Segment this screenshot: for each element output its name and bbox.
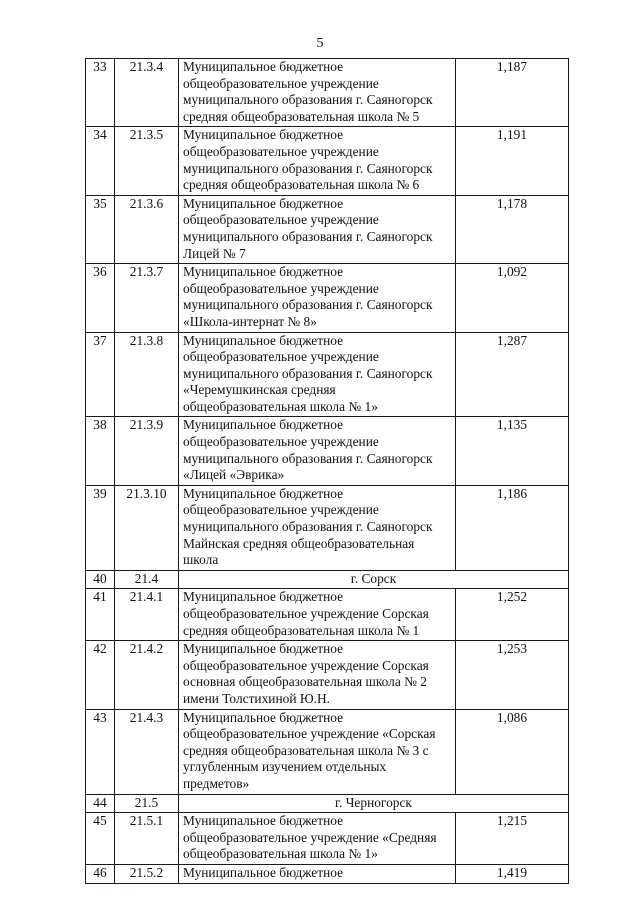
coefficient-value: 1,215	[456, 813, 569, 865]
institution-name-line: Лицей № 7	[183, 245, 246, 261]
institution-name-line: «Лицей «Эврика»	[183, 467, 285, 483]
coefficient-value: 1,191	[456, 127, 569, 195]
institution-name-line: «Школа-интернат № 8»	[183, 313, 317, 329]
institution-name-line: Майнская средняя общеобразовательная	[183, 535, 415, 551]
institution-name	[179, 864, 456, 883]
row-number: 34	[86, 127, 115, 195]
row-number: 33	[86, 59, 115, 127]
row-number: 41	[86, 589, 115, 641]
row-code: 21.3.7	[115, 264, 179, 332]
scan-artifact: · · · ·	[98, 887, 139, 893]
institution-name	[179, 264, 456, 332]
institution-name	[179, 59, 456, 127]
row-code: 21.4	[115, 570, 179, 589]
coefficient-value: 1,178	[456, 195, 569, 263]
institution-name-line: муниципального образования г. Саяногорск	[183, 297, 433, 313]
institution-name-line: общеобразовательное учреждение	[183, 349, 379, 365]
institution-name	[179, 709, 456, 794]
table-row	[86, 589, 569, 641]
row-number: 37	[86, 332, 115, 417]
institution-name-line: Муниципальное бюджетное	[183, 813, 344, 829]
row-code: 21.3.10	[115, 485, 179, 570]
coefficient-value: 1,135	[456, 417, 569, 485]
city-name: г. Сорск	[179, 570, 569, 589]
institution-name-line: Муниципальное бюджетное	[183, 864, 344, 880]
institution-name-line: предметов»	[183, 775, 250, 791]
institution-name	[179, 813, 456, 865]
institution-name-line: муниципального образования г. Саяногорск	[183, 160, 433, 176]
institution-name-line: общеобразовательная школа № 1»	[183, 846, 378, 862]
row-code: 21.4.1	[115, 589, 179, 641]
institution-name-line: средняя общеобразовательная школа № 5	[183, 108, 420, 124]
row-code: 21.3.8	[115, 332, 179, 417]
row-number: 40	[86, 570, 115, 589]
row-number: 43	[86, 709, 115, 794]
institution-name-line: основная общеобразовательная школа № 2	[183, 674, 427, 690]
table-row	[86, 485, 569, 570]
institution-name-line: общеобразовательное учреждение «Средняя	[183, 829, 437, 845]
coefficient-value: 1,186	[456, 485, 569, 570]
row-code: 21.3.5	[115, 127, 179, 195]
table-row	[86, 641, 569, 709]
table-row	[86, 59, 569, 127]
institution-name-line: средняя общеобразовательная школа № 3 с	[183, 742, 429, 758]
institution-name	[179, 332, 456, 417]
row-number: 35	[86, 195, 115, 263]
institution-name-line: имени Толстихиной Ю.Н.	[183, 690, 330, 706]
institution-name-line: общеобразовательное учреждение	[183, 502, 379, 518]
coefficient-value: 1,287	[456, 332, 569, 417]
table-row	[86, 332, 569, 417]
coefficient-value: 1,086	[456, 709, 569, 794]
institution-name-line: муниципального образования г. Саяногорск	[183, 365, 433, 381]
institution-name-line: общеобразовательное учреждение Сорская	[183, 657, 429, 673]
row-code: 21.5.1	[115, 813, 179, 865]
coefficient-value: 1,187	[456, 59, 569, 127]
institution-name	[179, 417, 456, 485]
coefficient-value: 1,092	[456, 264, 569, 332]
institution-name-line: школа	[183, 552, 219, 568]
institution-name-line: Муниципальное бюджетное	[183, 332, 344, 348]
institution-name-line: средняя общеобразовательная школа № 1	[183, 622, 420, 638]
table-body	[86, 59, 569, 884]
row-code: 21.5.2	[115, 864, 179, 883]
row-code: 21.3.6	[115, 195, 179, 263]
institution-name-line: Муниципальное бюджетное	[183, 641, 344, 657]
row-code: 21.4.2	[115, 641, 179, 709]
institution-name-line: муниципального образования г. Саяногорск	[183, 519, 433, 535]
page-number: 5	[316, 36, 324, 51]
table-row	[86, 813, 569, 865]
institution-name-line: общеобразовательное учреждение	[183, 434, 379, 450]
row-code: 21.4.3	[115, 709, 179, 794]
row-number: 45	[86, 813, 115, 865]
table-row	[86, 264, 569, 332]
institution-name-line: общеобразовательное учреждение	[183, 75, 379, 91]
row-number: 42	[86, 641, 115, 709]
institution-name-line: Муниципальное бюджетное	[183, 195, 344, 211]
table-row	[86, 709, 569, 794]
institution-name	[179, 641, 456, 709]
city-name: г. Черногорск	[179, 794, 569, 813]
institution-name-line: муниципального образования г. Саяногорск	[183, 450, 433, 466]
institution-name-line: Муниципальное бюджетное	[183, 417, 344, 433]
institution-name-line: общеобразовательное учреждение	[183, 212, 379, 228]
row-number: 44	[86, 794, 115, 813]
institution-name-line: общеобразовательное учреждение «Сорская	[183, 726, 436, 742]
institution-name	[179, 195, 456, 263]
city-header-row	[86, 570, 569, 589]
institution-name-line: Муниципальное бюджетное	[183, 264, 344, 280]
table-row	[86, 864, 569, 883]
row-code: 21.3.4	[115, 59, 179, 127]
institution-name-line: общеобразовательное учреждение	[183, 143, 379, 159]
institution-name-line: Муниципальное бюджетное	[183, 589, 344, 605]
institution-name-line: общеобразовательное учреждение	[183, 280, 379, 296]
coefficient-value: 1,253	[456, 641, 569, 709]
institution-name	[179, 589, 456, 641]
institution-name-line: углубленным изучением отдельных	[183, 759, 387, 775]
institution-name	[179, 127, 456, 195]
row-number: 36	[86, 264, 115, 332]
institution-name-line: общеобразовательная школа № 1»	[183, 398, 378, 414]
row-code: 21.3.9	[115, 417, 179, 485]
coefficient-value: 1,419	[456, 864, 569, 883]
institution-name-line: Муниципальное бюджетное	[183, 127, 344, 143]
coefficient-value: 1,252	[456, 589, 569, 641]
institution-name-line: муниципального образования г. Саяногорск	[183, 228, 433, 244]
institution-name-line: Муниципальное бюджетное	[183, 485, 344, 501]
table-row	[86, 417, 569, 485]
institution-name-line: муниципального образования г. Саяногорск	[183, 92, 433, 108]
table-row	[86, 195, 569, 263]
row-number: 38	[86, 417, 115, 485]
institution-name-line: средняя общеобразовательная школа № 6	[183, 177, 420, 193]
table-row	[86, 127, 569, 195]
institution-name-line: Муниципальное бюджетное	[183, 709, 344, 725]
row-code: 21.5	[115, 794, 179, 813]
row-number: 39	[86, 485, 115, 570]
institution-name-line: общеобразовательное учреждение Сорская	[183, 606, 429, 621]
institution-name-line: Муниципальное бюджетное	[183, 59, 344, 74]
city-header-row	[86, 794, 569, 813]
institution-name-line: «Черемушкинская средняя	[183, 382, 336, 398]
institutions-table	[85, 58, 569, 884]
row-number: 46	[86, 864, 115, 883]
institution-name	[179, 485, 456, 570]
